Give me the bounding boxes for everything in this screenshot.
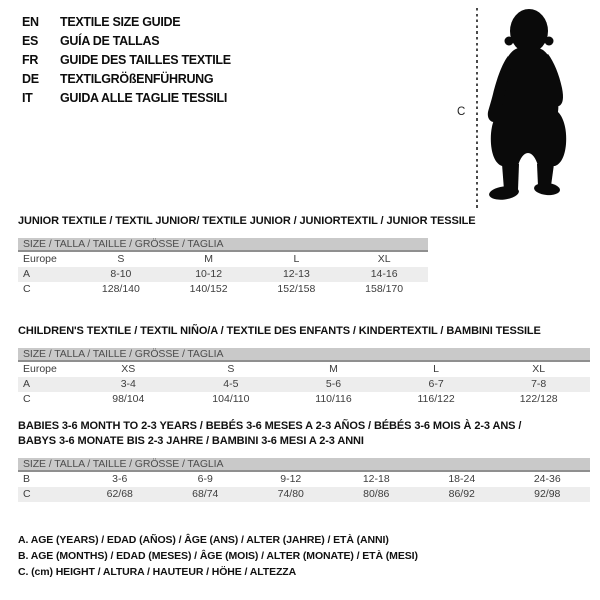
row-label: A <box>23 268 31 280</box>
table-cell: 24-36 <box>533 473 561 485</box>
table-cell: 3-4 <box>120 378 136 390</box>
table-cell: XL <box>532 363 546 375</box>
table-cell: 104/110 <box>212 393 250 405</box>
table-cell: XS <box>121 363 136 375</box>
table-cell: 5-6 <box>325 378 342 390</box>
legend-line: B. AGE (MONTHS) / EDAD (MESES) / ÂGE (MOIS) / ALTER (MONATE) / ETÀ (MESI) <box>18 550 418 562</box>
section-title <box>18 419 590 449</box>
table-cell: 116/122 <box>417 393 455 405</box>
section-title <box>18 324 590 339</box>
language-row-en <box>22 12 231 31</box>
size-header-bar: SIZE / TALLA / TAILLE / GRÖSSE / TAGLIA <box>18 348 590 362</box>
table-cell: 68/74 <box>192 488 219 500</box>
language-code: DE <box>22 71 39 86</box>
size-header-bar: SIZE / TALLA / TAILLE / GRÖSSE / TAGLIA <box>18 458 590 472</box>
language-code: FR <box>22 52 39 67</box>
section-title-line: BABYS 3-6 MONATE BIS 2-3 JAHRE / BAMBINI 3-6 MESI A 2-3 ANNI <box>18 435 364 447</box>
section-title <box>18 214 476 229</box>
row-label: A <box>23 378 31 390</box>
table-cell: 110/116 <box>315 393 352 405</box>
language-row-it <box>22 88 231 107</box>
legend-line: C. (cm) HEIGHT / ALTURA / HAUTEUR / HÖHE / ALTEZZA <box>18 566 297 578</box>
table-cell: 12-18 <box>362 473 390 485</box>
language-code: EN <box>22 14 39 29</box>
table-row <box>18 267 428 282</box>
table-cell: XL <box>377 253 391 265</box>
size-table <box>18 472 590 502</box>
language-code: IT <box>22 90 33 105</box>
section-title-line: BABIES 3-6 MONTH TO 2-3 YEARS / BEBÉS 3-6 MESES A 2-3 AÑOS / BÉBÉS 3-6 MOIS À 2-3 ANS / <box>18 420 522 432</box>
table-cell: 12-13 <box>282 268 310 280</box>
language-label: TEXTILE SIZE GUIDE <box>60 14 181 29</box>
table-cell: 14-16 <box>370 268 398 280</box>
language-row-es <box>22 31 231 50</box>
table-cell: 98/104 <box>112 393 145 405</box>
table-cell: 92/98 <box>534 488 561 500</box>
language-header <box>22 12 231 107</box>
table-cell: L <box>293 253 300 265</box>
language-label: GUIDA ALLE TAGLIE TESSILI <box>60 90 228 105</box>
baby-silhouette-icon <box>478 6 578 206</box>
table-cell: 158/170 <box>365 283 404 295</box>
row-label: C <box>23 393 31 405</box>
table-cell: 10-12 <box>195 268 223 280</box>
section-childrens-textile <box>18 324 590 407</box>
section-title-line: JUNIOR TEXTILE / TEXTIL JUNIOR/ TEXTILE JUNIOR / JUNIORTEXTIL / JUNIOR TESSILE <box>18 215 476 227</box>
table-row <box>18 252 428 267</box>
figure-height-label: C <box>457 106 466 118</box>
section-title-line: CHILDREN'S TEXTILE / TEXTIL NIÑO/A / TEXTILE DES ENFANTS / KINDERTEXTIL / BAMBINI TESSILE <box>18 325 541 337</box>
table-row <box>18 392 590 407</box>
table-row <box>18 377 590 392</box>
section-junior-textile <box>18 214 476 297</box>
size-header-bar: SIZE / TALLA / TAILLE / GRÖSSE / TAGLIA <box>18 238 428 252</box>
table-cell: M <box>329 363 338 375</box>
table-cell: 140/152 <box>189 283 228 295</box>
legend-line: A. AGE (YEARS) / EDAD (AÑOS) / ÂGE (ANS) / ALTER (JAHRE) / ETÀ (ANNI) <box>18 534 389 546</box>
table-cell: 9-12 <box>280 473 302 485</box>
table-cell: 7-8 <box>531 378 547 390</box>
language-code: ES <box>22 33 39 48</box>
table-row <box>18 362 590 377</box>
table-cell: 152/158 <box>277 283 316 295</box>
table-cell: 86/92 <box>448 488 475 500</box>
table-cell: 18-24 <box>448 473 476 485</box>
row-label: Europe <box>23 253 57 265</box>
table-cell: S <box>227 363 235 375</box>
row-label: C <box>23 283 31 295</box>
baby-figure <box>450 6 600 214</box>
table-cell: 80/86 <box>363 488 390 500</box>
table-cell: 4-5 <box>223 378 239 390</box>
table-cell: S <box>117 253 125 265</box>
table-row <box>18 487 590 502</box>
language-row-de <box>22 69 231 88</box>
size-table <box>18 252 428 297</box>
table-cell: L <box>433 363 439 375</box>
table-cell: 62/68 <box>106 488 133 500</box>
language-row-fr <box>22 50 231 69</box>
row-label: C <box>23 488 31 500</box>
table-cell: 8-10 <box>110 268 132 280</box>
section-babies-textile <box>18 419 590 502</box>
table-cell: 128/140 <box>101 283 140 295</box>
table-cell: 122/128 <box>519 393 558 405</box>
table-cell: M <box>204 253 213 265</box>
table-row <box>18 282 428 297</box>
row-label: B <box>23 473 31 485</box>
table-cell: 6-9 <box>197 473 213 485</box>
language-label: GUÍA DE TALLAS <box>60 33 160 48</box>
table-row <box>18 472 590 487</box>
language-label: GUIDE DES TAILLES TEXTILE <box>60 52 231 67</box>
table-cell: 74/80 <box>277 488 304 500</box>
legend <box>18 532 418 580</box>
table-cell: 3-6 <box>112 473 128 485</box>
language-label: TEXTILGRÖßENFÜHRUNG <box>60 71 214 86</box>
table-cell: 6-7 <box>428 378 444 390</box>
size-table <box>18 362 590 407</box>
row-label: Europe <box>23 363 57 375</box>
